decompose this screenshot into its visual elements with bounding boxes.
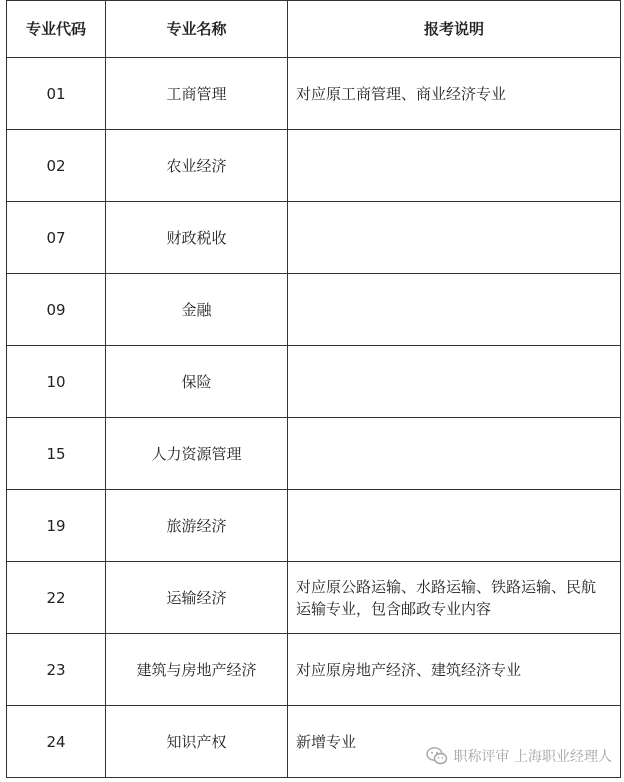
cell-code: 22	[7, 562, 106, 634]
cell-name: 保险	[106, 346, 288, 418]
cell-code: 07	[7, 202, 106, 274]
cell-code: 10	[7, 346, 106, 418]
table-row	[7, 706, 621, 778]
table-row	[7, 58, 621, 130]
table-row	[7, 346, 621, 418]
cell-name: 人力资源管理	[106, 418, 288, 490]
cell-name: 知识产权	[106, 706, 288, 778]
watermark	[426, 746, 612, 766]
majors-table	[6, 0, 621, 778]
cell-code: 01	[7, 58, 106, 130]
table-row	[7, 490, 621, 562]
cell-code: 23	[7, 634, 106, 706]
cell-note: 对应原公路运输、水路运输、铁路运输、民航运输专业，包含邮政专业内容	[288, 562, 621, 634]
table-row	[7, 202, 621, 274]
cell-note	[288, 418, 621, 490]
cell-note	[288, 274, 621, 346]
cell-note	[288, 202, 621, 274]
header-name: 专业名称	[106, 1, 288, 58]
table-row	[7, 274, 621, 346]
cell-name: 财政税收	[106, 202, 288, 274]
cell-name: 建筑与房地产经济	[106, 634, 288, 706]
cell-note: 对应原房地产经济、建筑经济专业	[288, 634, 621, 706]
cell-code: 09	[7, 274, 106, 346]
cell-note	[288, 346, 621, 418]
cell-name: 金融	[106, 274, 288, 346]
watermark-text: 职称评审 上海职业经理人	[453, 749, 612, 765]
table-row	[7, 562, 621, 634]
header-row	[7, 1, 621, 58]
cell-note: 新增专业	[288, 706, 621, 778]
cell-code: 02	[7, 130, 106, 202]
cell-note: 对应原工商管理、商业经济专业	[288, 58, 621, 130]
cell-code: 24	[7, 706, 106, 778]
cell-name: 运输经济	[106, 562, 288, 634]
table-row	[7, 634, 621, 706]
cell-code: 19	[7, 490, 106, 562]
cell-note	[288, 130, 621, 202]
cell-code: 15	[7, 418, 106, 490]
header-note: 报考说明	[288, 1, 621, 58]
header-code: 专业代码	[7, 1, 106, 58]
cell-name: 农业经济	[106, 130, 288, 202]
wechat-icon	[426, 746, 448, 766]
cell-name: 旅游经济	[106, 490, 288, 562]
table-row	[7, 130, 621, 202]
cell-name: 工商管理	[106, 58, 288, 130]
cell-note	[288, 490, 621, 562]
table-row	[7, 418, 621, 490]
